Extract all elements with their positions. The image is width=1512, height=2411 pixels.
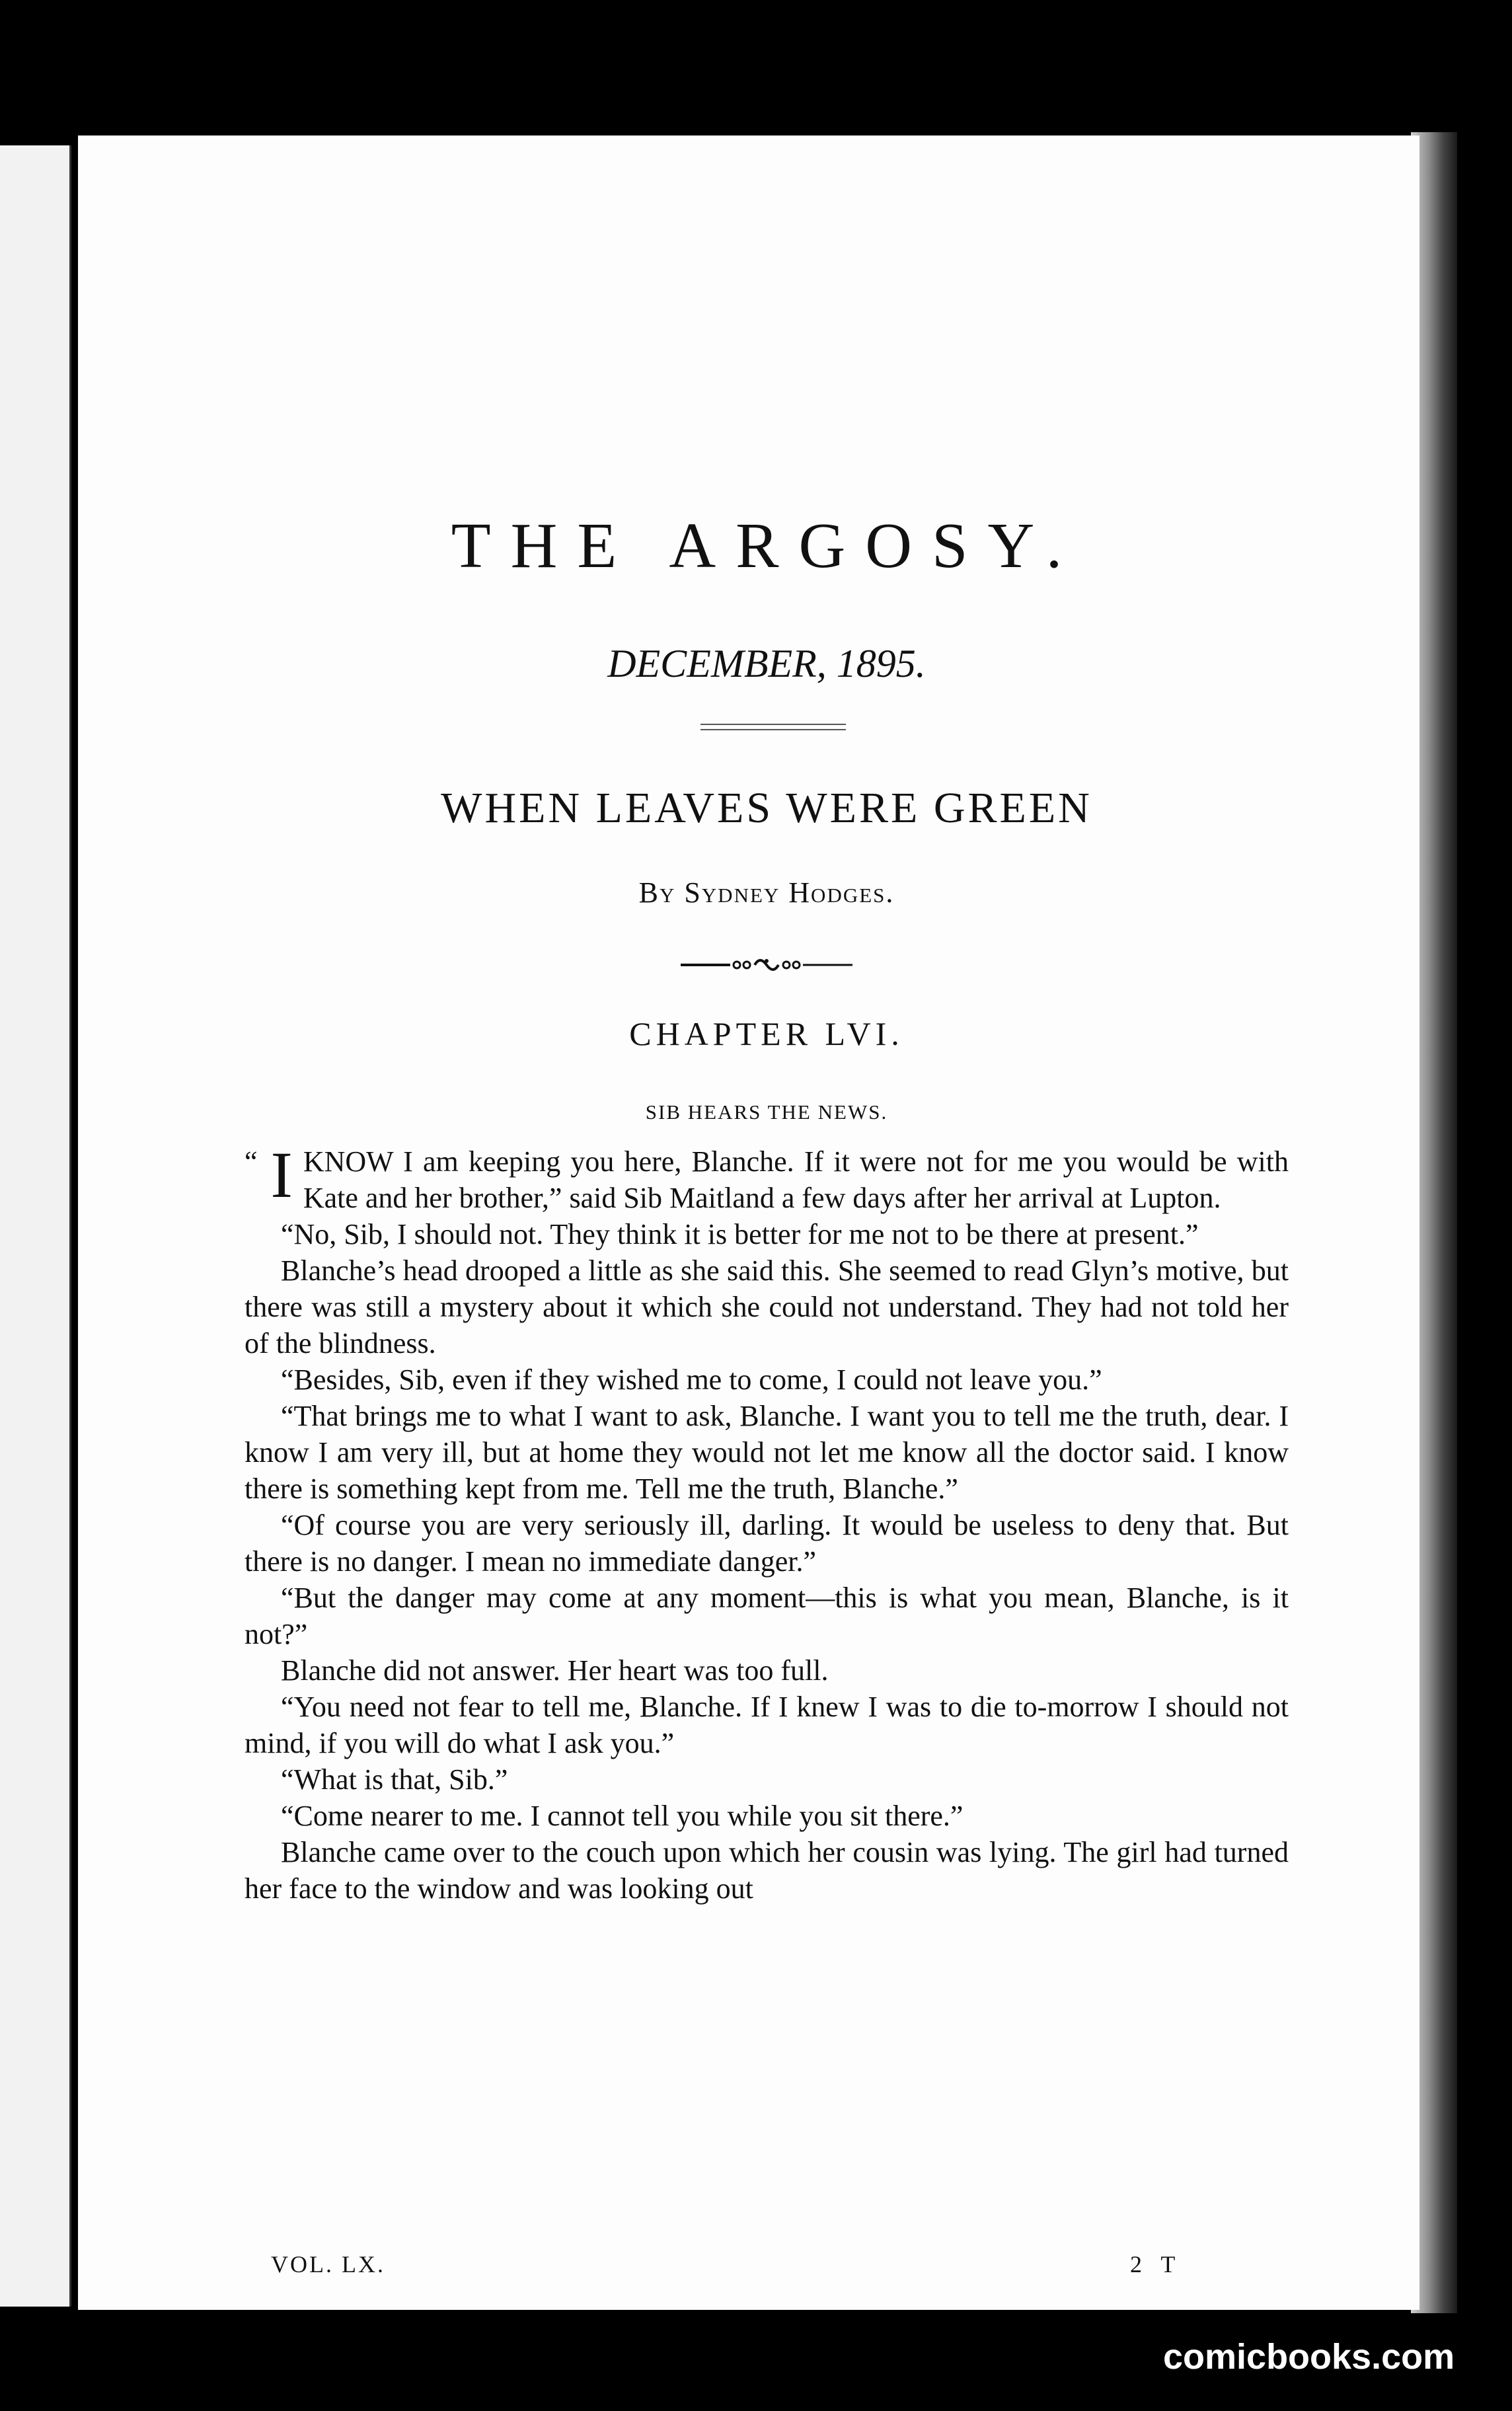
opening-quote: “	[245, 1145, 258, 1178]
paragraph: “You need not fear to tell me, Blanche. If I knew I was to die to-morrow I should not mind, if you will do what I ask you.”	[245, 1691, 1289, 1759]
drop-cap: I	[270, 1138, 293, 1211]
facing-page-edge	[0, 145, 71, 2307]
paragraph: “That brings me to what I want to ask, Blanche. I want you to tell me the truth, dear. I know I am very ill, but at home they would not let me know all the doctor said. I know there is something kept from me. Tell me the truth, Blanche.”	[245, 1400, 1289, 1505]
flourish-icon	[681, 955, 852, 975]
paragraph: “Besides, Sib, even if they wished me to come, I could not leave you.”	[281, 1363, 1102, 1396]
chapter-heading: CHAPTER LVI.	[629, 1015, 904, 1052]
paragraph: “But the danger may come at any moment—this is what you mean, Blanche, is it not?”	[245, 1582, 1289, 1650]
paragraph: Blanche’s head drooped a little as she said this. She seemed to read Glyn’s motive, but there was still a mystery about it which she could not understand. They had not told her of the blindness.	[245, 1254, 1289, 1359]
paragraph: Blanche came over to the couch upon which her cousin was lying. The girl had turned her face to the window and was looking out	[245, 1836, 1289, 1905]
paragraph-text: KNOW I am keeping you here, Blanche. If it were not for me you would be with Kate and her brother,” said Sib Maitland a few days after her arrival at Lupton.	[303, 1145, 1289, 1214]
issue-date: DECEMBER, 1895.	[607, 642, 926, 685]
byline: By Sydney Hodges.	[638, 876, 895, 909]
paragraph: “No, Sib, I should not. They think it is better for me not to be there at present.”	[281, 1218, 1199, 1250]
story-title: WHEN LEAVES WERE GREEN	[441, 784, 1092, 832]
signature-mark: 2 T	[1130, 2251, 1182, 2277]
paragraph: “What is that, Sib.”	[281, 1763, 508, 1796]
magazine-title: THE ARGOSY.	[451, 510, 1082, 582]
paragraph: “Come nearer to me. I cannot tell you while you sit there.”	[281, 1800, 964, 1832]
watermark: comicbooks.com	[1163, 2337, 1455, 2377]
page	[78, 135, 1419, 2310]
volume-number: VOL. LX.	[271, 2251, 385, 2277]
paragraph	[245, 1138, 1289, 1216]
divider-rule	[700, 724, 846, 730]
body-text	[245, 1138, 1289, 1907]
ornament-divider	[245, 955, 1289, 978]
paragraph: Blanche did not answer. Her heart was too full.	[281, 1654, 829, 1687]
chapter-subtitle: SIB HEARS THE NEWS.	[645, 1100, 888, 1124]
paragraph: “Of course you are very seriously ill, darling. It would be useless to deny that. But there is no danger. I mean no immediate danger.”	[245, 1509, 1289, 1578]
